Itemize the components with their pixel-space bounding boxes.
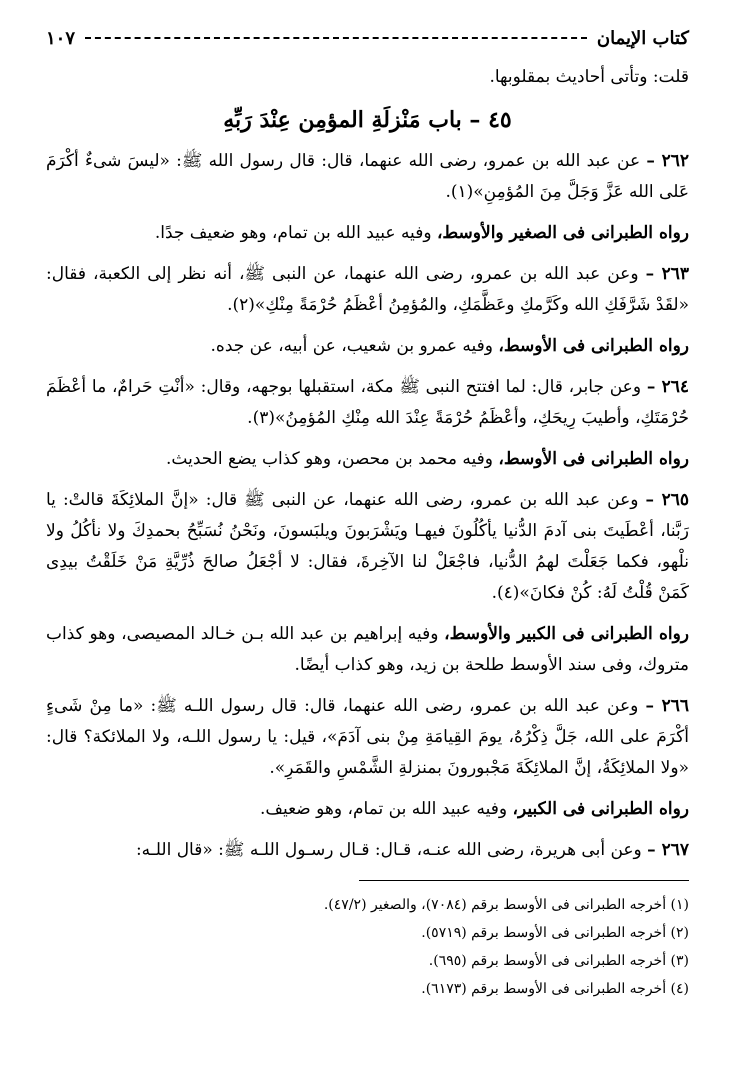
source-rest: وفيه عمرو بن شعيب، عن أبيه، عن جده. (210, 336, 499, 356)
source-bold: رواه الطبرانى فى الأوسط، (498, 336, 689, 356)
footnote-1: (١) أخرجه الطبرانى فى الأوسط برقم (٧٠٨٤)، والصغير (٤٧/٢). (323, 897, 689, 913)
footnote-divider (359, 880, 689, 881)
running-head (46, 24, 689, 52)
footnote-3: (٣) أخرجه الطبرانى فى الأوسط برقم (٦٩٥). (428, 953, 689, 969)
source-265 (46, 619, 689, 681)
source-263 (46, 331, 689, 362)
hadith-number: ٢٦٣ – (645, 264, 690, 284)
hadith-text: وعن أبى هريرة، رضى الله عنـه، قـال: قـال رسـول اللـه ﷺ: «قال اللـه: (135, 840, 642, 860)
source-bold: رواه الطبرانى فى الكبير، (512, 799, 689, 819)
hadith-number: ٢٦٦ – (645, 696, 690, 716)
hadith-262 (46, 146, 689, 208)
source-rest: وفيه عبيد الله بن تمام، وهو ضعيف. (259, 799, 513, 819)
hadith-text: وعن عبد الله بن عمرو، رضى الله عنهما، عن النبى ﷺ، أنه نظر إلى الكعبة، فقال: «لقَدْ شَرَّفَكِ الله وكَرَّمكِ وعَظَّمَكِ، والمُؤمِنُ أعْظَمُ حُرْمَةً مِنْكِ»(٢). (46, 264, 689, 315)
header-rule (85, 37, 587, 39)
source-rest: وفيه محمد بن محصن، وهو كذاب يضع الحديث. (166, 449, 499, 469)
hadith-264 (46, 372, 689, 434)
hadith-number: ٢٦٤ – (646, 377, 690, 397)
source-rest: وفيه إبراهيم بن عبد الله بـن خـالد المصيصى، وهو كذاب متروك، وفى سند الأوسط طلحة بن زيد، وهو كذاب أيضًا. (46, 624, 689, 675)
hadith-number: ٢٦٥ – (645, 490, 689, 510)
hadith-text: وعن جابر، قال: لما افتتح النبى ﷺ مكة، استقبلها بوجهه، وقال: «أنْتِ حَرامٌ، ما أعْظَمَ حُرْمَتَكِ، وأطيبَ رِيحَكِ، وأعْظَمُ حُرْمَةً عِنْدَ الله مِنْكِ المُؤمِنُ»(٣). (46, 377, 689, 428)
hadith-number: ٢٦٢ – (646, 151, 690, 171)
source-264 (46, 444, 689, 475)
footnotes (46, 891, 689, 1003)
page-number: ١٠٧ (46, 27, 76, 49)
source-bold: رواه الطبرانى فى الأوسط، (498, 449, 689, 469)
footnote-2: (٢) أخرجه الطبرانى فى الأوسط برقم (٥٧١٩). (421, 925, 689, 941)
hadith-265 (46, 485, 689, 609)
hadith-text: وعن عبد الله بن عمرو، رضى الله عنهما، قال: قال رسول اللـه ﷺ: «ما مِنْ شَىءٍ أكْرَمَ على الله، جَلَّ ذِكْرُهُ، يومَ القِيامَةِ مِنْ بنى آدَمَ»، قيل: يا رسول اللـه، ولا الملائكة؟ قال: «ولا الملائِكَةُ، إنَّ الملائِكَةَ مَجْبورونَ بمنزلةِ الشَّمْسِ والقَمَرِ». (46, 696, 689, 778)
hadith-266 (46, 691, 689, 784)
book-title: كتاب الإيمان (596, 27, 689, 49)
intro-line: قلت: وتأتى أحاديث بمقلوبها. (489, 67, 689, 87)
chapter-title: ٤٥ – باب مَنْزلَةِ المؤمِن عِنْدَ رَبِّهِ (223, 107, 512, 133)
source-262 (46, 218, 689, 249)
source-266 (46, 794, 689, 825)
source-bold: رواه الطبرانى فى الكبير والأوسط، (444, 624, 689, 644)
hadith-text: عن عبد الله بن عمرو، رضى الله عنهما، قال: قال رسول الله ﷺ: «ليسَ شىءٌ أكْرَمَ عَلى الله عَزَّ وَجَلَّ مِنَ المُؤمِنِ»(١). (46, 151, 689, 202)
source-bold: رواه الطبرانى فى الصغير والأوسط، (436, 223, 689, 243)
source-rest: وفيه عبيد الله بن تمام، وهو ضعيف جدًا. (154, 223, 437, 243)
footnote-4: (٤) أخرجه الطبرانى فى الأوسط برقم (٦١٧٣). (421, 981, 689, 997)
hadith-text: وعن عبد الله بن عمرو، رضى الله عنهما، عن النبى ﷺ قال: «إنَّ الملائِكَةَ قالتْ: يا رَبَّنا، أعْطَيتَ بنى آدمَ الدُّنيا يأكُلُونَ فيهـا ويَشْرَبونَ ويلبَسونَ، ونَحْنُ نُسَبِّحُ بحمدِكَ ولا نأكُلُ ولا نلْهو، فكما جَعَلْتَ لهمُ الدُّنيا، فاجْعَلْ لنا الآخِرةَ، فقال: لا أجْعَلُ صالحَ ذُرِّيَّةِ مَنْ خَلَقْتُ بيدِى كَمَنْ قُلْتُ لَهُ: كُنْ فكانَ»(٤). (46, 490, 689, 603)
hadith-number: ٢٦٧ – (647, 840, 689, 860)
hadith-267 (46, 835, 689, 866)
hadith-263 (46, 259, 689, 321)
